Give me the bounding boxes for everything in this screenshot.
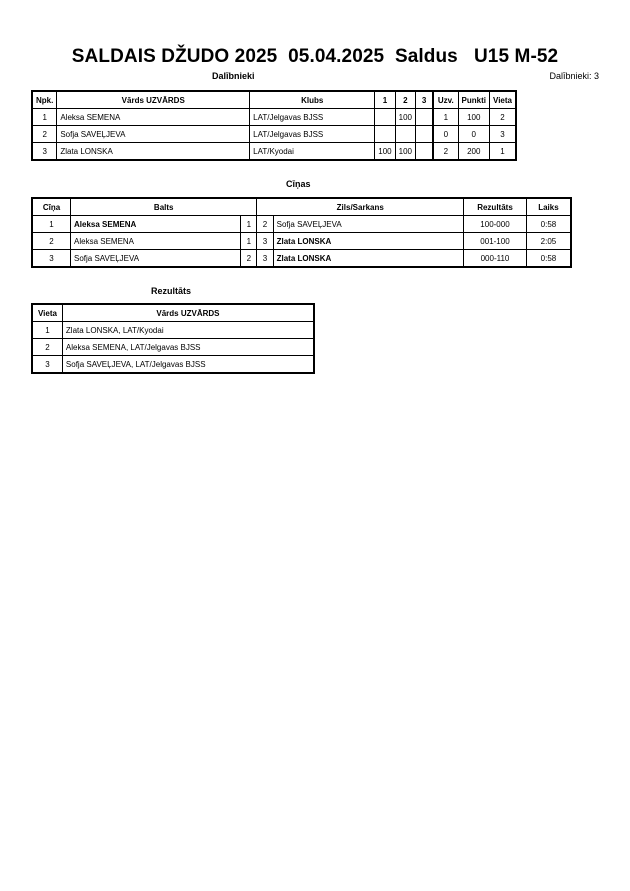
col-wins: Uzv. xyxy=(433,91,458,109)
fights-header-row xyxy=(32,198,571,216)
club-cell: LAT/Jelgavas BJSS xyxy=(250,126,375,143)
fights-heading: Cīņas xyxy=(286,179,311,189)
npk-cell: 1 xyxy=(32,109,57,126)
table-row xyxy=(32,339,314,356)
page-title: SALDAIS DŽUDO 2025 05.04.2025 Saldus U15 M-52 xyxy=(71,46,559,67)
results-header-row xyxy=(32,304,314,322)
result-place-cell: 2 xyxy=(32,339,62,356)
col-result: Rezultāts xyxy=(464,198,527,216)
time-cell: 0:58 xyxy=(526,250,571,268)
npk-cell: 3 xyxy=(32,143,57,161)
blue-fighter-cell: Zlata LONSKA xyxy=(273,250,463,268)
result-name-cell: Zlata LONSKA, LAT/Kyodai xyxy=(62,322,314,339)
fight-no-cell: 3 xyxy=(32,250,71,268)
result-place-cell: 3 xyxy=(32,356,62,374)
result-cell: 001-100 xyxy=(464,233,527,250)
score-2-cell: 100 xyxy=(395,143,415,161)
name-cell: Aleksa SEMENA xyxy=(57,109,250,126)
col-points: Punkti xyxy=(458,91,489,109)
score-3-cell xyxy=(415,109,433,126)
club-cell: LAT/Jelgavas BJSS xyxy=(250,109,375,126)
blue-number-cell: 3 xyxy=(257,233,273,250)
white-fighter-cell: Aleksa SEMENA xyxy=(71,233,241,250)
result-name-cell: Sofja SAVEĻJEVA, LAT/Jelgavas BJSS xyxy=(62,356,314,374)
wins-cell: 2 xyxy=(433,143,458,161)
white-number-cell: 1 xyxy=(241,216,257,233)
col-score-1: 1 xyxy=(375,91,395,109)
blue-fighter-cell: Zlata LONSKA xyxy=(273,233,463,250)
blue-number-cell: 3 xyxy=(257,250,273,268)
score-1-cell xyxy=(375,126,395,143)
result-place-cell: 1 xyxy=(32,322,62,339)
result-name-cell: Aleksa SEMENA, LAT/Jelgavas BJSS xyxy=(62,339,314,356)
points-cell: 200 xyxy=(458,143,489,161)
blue-number-cell: 2 xyxy=(257,216,273,233)
points-cell: 0 xyxy=(458,126,489,143)
npk-cell: 2 xyxy=(32,126,57,143)
table-row xyxy=(32,250,571,268)
col-npk: Npk. xyxy=(32,91,57,109)
score-1-cell xyxy=(375,109,395,126)
col-score-2: 2 xyxy=(395,91,415,109)
participants-heading: Dalībnieki xyxy=(212,71,255,81)
score-3-cell xyxy=(415,143,433,161)
name-cell: Sofja SAVEĻJEVA xyxy=(57,126,250,143)
col-name: Vārds UZVĀRDS xyxy=(57,91,250,109)
place-cell: 1 xyxy=(490,143,517,161)
wins-cell: 0 xyxy=(433,126,458,143)
fights-table xyxy=(31,197,572,268)
col-club: Klubs xyxy=(250,91,375,109)
col-fight-no: Cīņa xyxy=(32,198,71,216)
results-heading: Rezultāts xyxy=(151,286,192,296)
table-row xyxy=(32,143,516,161)
white-number-cell: 2 xyxy=(241,250,257,268)
table-row xyxy=(32,126,516,143)
table-row xyxy=(32,322,314,339)
table-row xyxy=(32,356,314,374)
participants-count: Dalībnieki: 3 xyxy=(549,71,599,81)
points-cell: 100 xyxy=(458,109,489,126)
col-time: Laiks xyxy=(526,198,571,216)
white-fighter-cell: Aleksa SEMENA xyxy=(71,216,241,233)
name-cell: Zlata LONSKA xyxy=(57,143,250,161)
time-cell: 2:05 xyxy=(526,233,571,250)
blue-fighter-cell: Sofja SAVEĻJEVA xyxy=(273,216,463,233)
col-place: Vieta xyxy=(490,91,517,109)
place-cell: 2 xyxy=(490,109,517,126)
col-blue: Zils/Sarkans xyxy=(257,198,464,216)
score-3-cell xyxy=(415,126,433,143)
result-cell: 000-110 xyxy=(464,250,527,268)
col-result-name: Vārds UZVĀRDS xyxy=(62,304,314,322)
result-cell: 100-000 xyxy=(464,216,527,233)
col-score-3: 3 xyxy=(415,91,433,109)
results-table xyxy=(31,303,315,374)
participants-header-row xyxy=(32,91,516,109)
fight-no-cell: 1 xyxy=(32,216,71,233)
col-result-place: Vieta xyxy=(32,304,62,322)
col-white: Balts xyxy=(71,198,257,216)
score-1-cell: 100 xyxy=(375,143,395,161)
table-row xyxy=(32,216,571,233)
club-cell: LAT/Kyodai xyxy=(250,143,375,161)
time-cell: 0:58 xyxy=(526,216,571,233)
score-2-cell: 100 xyxy=(395,109,415,126)
table-row xyxy=(32,109,516,126)
white-fighter-cell: Sofja SAVEĻJEVA xyxy=(71,250,241,268)
wins-cell: 1 xyxy=(433,109,458,126)
participants-table xyxy=(31,90,517,161)
score-2-cell xyxy=(395,126,415,143)
white-number-cell: 1 xyxy=(241,233,257,250)
place-cell: 3 xyxy=(490,126,517,143)
table-row xyxy=(32,233,571,250)
fight-no-cell: 2 xyxy=(32,233,71,250)
